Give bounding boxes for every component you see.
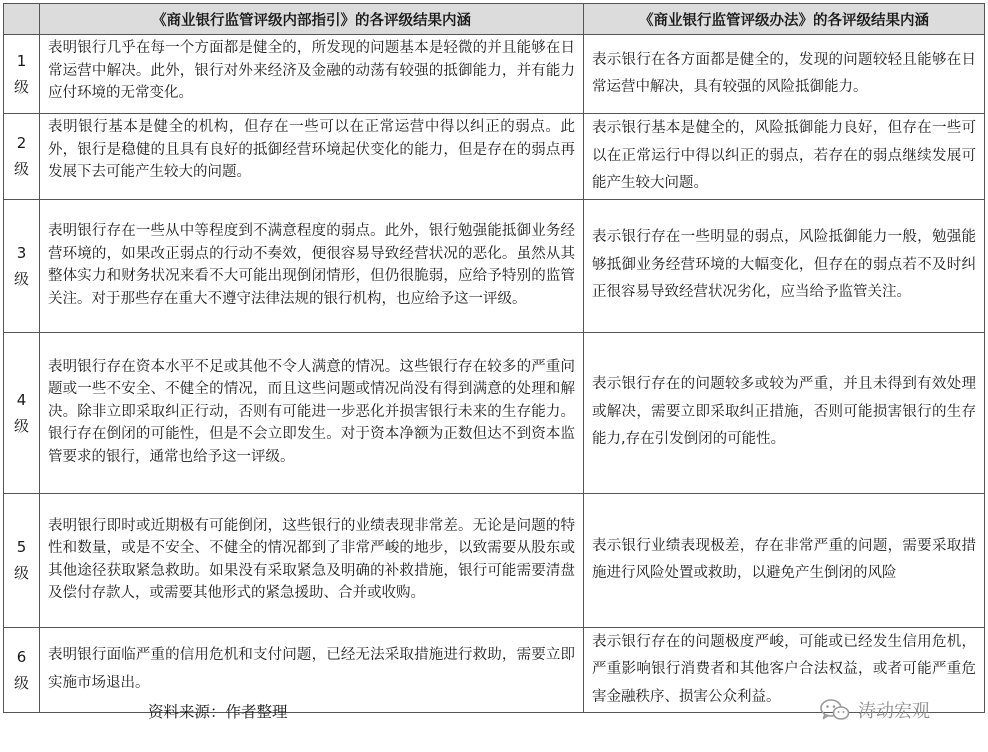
rating-level-cell: 2级: [4, 114, 40, 200]
watermark-text: 涛动宏观: [858, 701, 930, 722]
method-description-cell: 表示银行存在的问题较多或较为严重，并且未得到有效处理或解决，需要立即采取纠正措施，否则可能损害银行的生存能力,存在引发倒闭的可能性。: [584, 332, 985, 493]
method-description-cell: 表示银行业绩表现极差，存在非常严重的问题，需要采取措施进行风险处置或救助，以避免产生倒闭的风险: [584, 493, 985, 627]
guideline-description-cell: 表明银行几乎在每一个方面都是健全的，所发现的问题基本是轻微的并且能够在日常运营中解决。此外，银行对外来经济及金融的动荡有较强的抵御能力，并有能力应付环境的无常变化。: [40, 35, 584, 114]
watermark: [820, 697, 930, 723]
method-description-cell: 表示银行基本是健全的，风险抵御能力良好，但存在一些可以在正常运行中得以纠正的弱点，若存在的弱点继续发展可能产生较大问题。: [584, 114, 985, 200]
rating-comparison-table: [3, 3, 985, 713]
table-row: [4, 199, 985, 332]
header-rating-method: 《商业银行监管评级办法》的各评级结果内涵: [584, 4, 985, 35]
method-description-cell: 表示银行存在的问题极度严峻，可能或已经发生信用危机，严重影响银行消费者和其他客户合法权益，或者可能严重危害金融秩序、损害公众利益。: [584, 627, 985, 713]
table-row: [4, 493, 985, 627]
method-description-cell: 表示银行在各方面都是健全的，发现的问题较轻且能够在日常运营中解决，具有较强的风险抵御能力。: [584, 35, 985, 114]
table-row: [4, 114, 985, 200]
table-row: [4, 35, 985, 114]
rating-level-cell: 6级: [4, 627, 40, 713]
guideline-description-cell: 表明银行即时或近期极有可能倒闭，这些银行的业绩表现非常差。无论是问题的特性和数量，或是不安全、不健全的情况都到了非常严峻的地步，以致需要从股东或其他途径获取紧急救助。如果没有采取紧急及明确的补救措施，银行可能需要清盘及偿付存款人，或需要其他形式的紧急援助、合并或收购。: [40, 493, 584, 627]
wechat-icon: [820, 698, 850, 722]
rating-level-cell: 5级: [4, 493, 40, 627]
source-note: 资料来源：作者整理: [148, 703, 288, 721]
rating-level-cell: 4级: [4, 332, 40, 493]
method-description-cell: 表示银行存在一些明显的弱点，风险抵御能力一般，勉强能够抵御业务经营环境的大幅变化，但存在的弱点若不及时纠正很容易导致经营状况劣化，应当给予监管关注。: [584, 199, 985, 332]
header-level: [4, 4, 40, 35]
table-header-row: [4, 4, 985, 35]
rating-level-cell: 3级: [4, 199, 40, 332]
guideline-description-cell: 表明银行存在一些从中等程度到不满意程度的弱点。此外，银行勉强能抵御业务经营环境的，如果改正弱点的行动不奏效，便很容易导致经营状况的恶化。虽然从其整体实力和财务状况来看不大可能出现倒闭情形，但仍很脆弱，应给予特别的监管关注。对于那些存在重大不遵守法律法规的银行机构，也应给予这一评级。: [40, 199, 584, 332]
guideline-description-cell: 表明银行存在资本水平不足或其他不令人满意的情况。这些银行存在较多的严重问题或一些不安全、不健全的情况，而且这些问题或情况尚没有得到满意的处理和解决。除非立即采取纠正行动，否则有可能进一步恶化并损害银行未来的生存能力。银行存在倒闭的可能性，但是不会立即发生。对于资本净额为正数但达不到资本监管要求的银行，通常也给予这一评级。: [40, 332, 584, 493]
header-internal-guideline: 《商业银行监管评级内部指引》的各评级结果内涵: [40, 4, 584, 35]
rating-comparison-table-wrapper: [3, 3, 984, 713]
table-row: [4, 332, 985, 493]
guideline-description-cell: 表明银行面临严重的信用危机和支付问题，已经无法采取措施进行救助，需要立即实施市场退出。: [40, 627, 584, 713]
rating-level-cell: 1级: [4, 35, 40, 114]
guideline-description-cell: 表明银行基本是健全的机构，但存在一些可以在正常运营中得以纠正的弱点。此外，银行是稳健的且具有良好的抵御经营环境起伏变化的能力，但是存在的弱点再发展下去可能产生较大的问题。: [40, 114, 584, 200]
